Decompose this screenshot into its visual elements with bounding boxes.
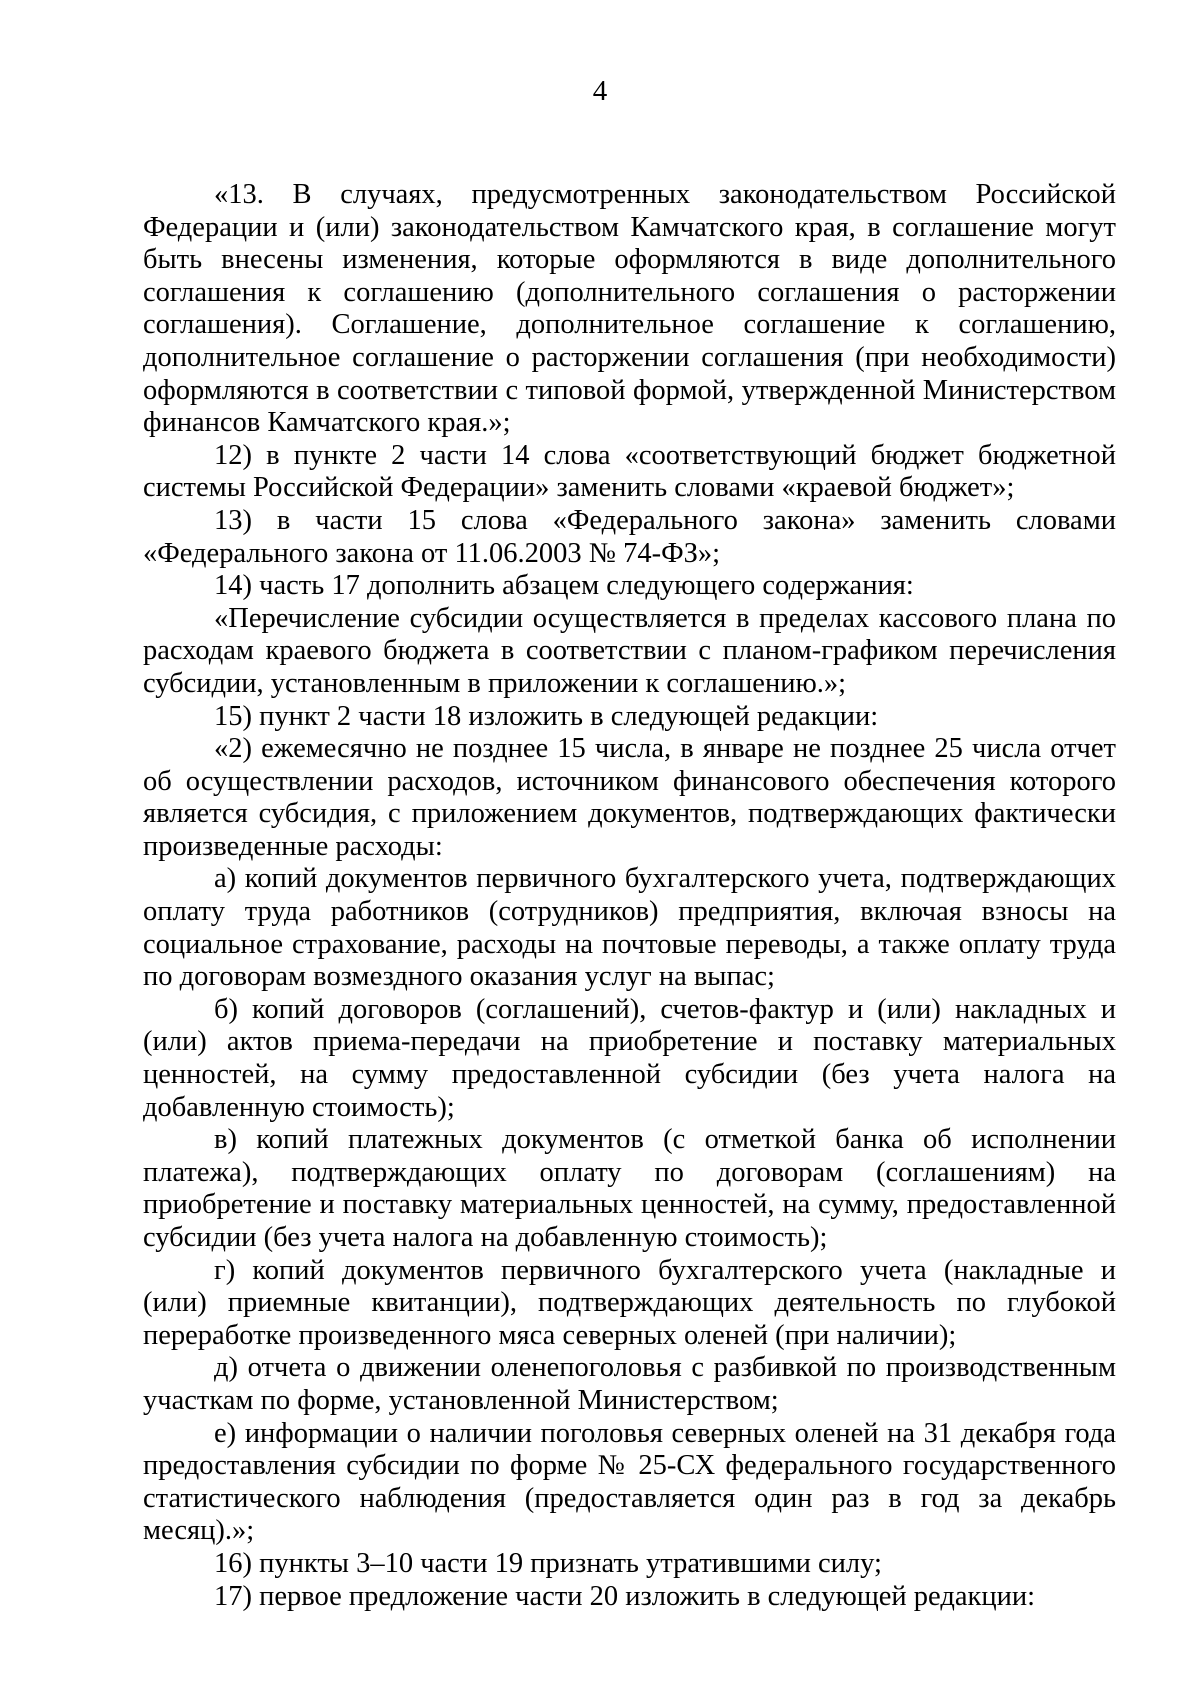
paragraph-item-14: 14) часть 17 дополнить абзацем следующего содержания: xyxy=(214,570,914,602)
page-number: 4 xyxy=(592,75,608,107)
paragraph-subitem-b: б) копий договоров (соглашений), счетов-фактур и (или) накладных и (или) актов приема-передачи на приобретение и поставку материальных ценностей, на сумму предоставленной субсидии (без учета налога на добавленную стоимость); xyxy=(143,993,1116,1123)
paragraph-subitem-e: е) информации о наличии поголовья северных оленей на 31 декабря года предоставления субсидии по форме № 25-СХ федерального государственного статистического наблюдения (предоставляется один раз в год за декабрь месяц).»; xyxy=(143,1417,1116,1547)
paragraph-item-15: 15) пункт 2 части 18 изложить в следующей редакции: xyxy=(214,700,879,732)
paragraph-subitem-a: а) копий документов первичного бухгалтерского учета, подтверждающих оплату труда работников (сотрудников) предприятия, включая взносы на социальное страхование, расходы на почтовые переводы, а также оплату труда по договорам возмездного оказания услуг на выпас; xyxy=(143,863,1116,993)
paragraph-item-17: 17) первое предложение части 20 изложить в следующей редакции: xyxy=(214,1580,1036,1612)
paragraph-quote-transfer: «Перечисление субсидии осуществляется в пределах кассового плана по расходам краевого бюджета в соответствии с планом-графиком перечисления субсидии, установленным в приложении к соглашению.»; xyxy=(143,602,1116,699)
paragraph-clause-13: «13. В случаях, предусмотренных законодательством Российской Федерации и (или) законодательством Камчатского края, в соглашение могут быть внесены изменения, которые оформляются в виде дополнительного соглашения к соглашению (дополнительного соглашения о расторжении соглашения). Соглашение, дополнительное соглашение к соглашению, дополнительное соглашение о расторжении соглашения (при необходимости) оформляются в соответствии с типовой формой, утвержденной Министерством финансов Камчатского края.»; xyxy=(143,179,1116,439)
paragraph-item-13: 13) в части 15 слова «Федерального закона» заменить словами «Федерального закона от 11.06.2003 № 74-ФЗ»; xyxy=(143,504,1116,569)
document-body xyxy=(143,179,1116,1613)
paragraph-item-12: 12) в пункте 2 части 14 слова «соответствующий бюджет бюджетной системы Российской Федерации» заменить словами «краевой бюджет»; xyxy=(143,439,1116,504)
paragraph-subitem-v: в) копий платежных документов (с отметкой банка об исполнении платежа), подтверждающих оплату по договорам (соглашениям) на приобретение и поставку материальных ценностей, на сумму, предоставленной субсидии (без учета налога на добавленную стоимость); xyxy=(143,1124,1116,1253)
paragraph-subitem-d: д) отчета о движении оленепоголовья с разбивкой по производственным участкам по форме, установленной Министерством; xyxy=(143,1352,1116,1416)
paragraph-item-16: 16) пункты 3–10 части 19 признать утратившими силу; xyxy=(214,1547,882,1579)
paragraph-quote-report: «2) ежемесячно не позднее 15 числа, в январе не позднее 25 числа отчет об осуществлении расходов, источником финансового обеспечения которого является субсидия, с приложением документов, подтверждающих фактически произведенные расходы: xyxy=(143,733,1116,862)
paragraph-subitem-g: г) копий документов первичного бухгалтерского учета (накладные и (или) приемные квитанции), подтверждающих деятельность по глубокой переработке произведенного мяса северных оленей (при наличии); xyxy=(143,1254,1116,1351)
